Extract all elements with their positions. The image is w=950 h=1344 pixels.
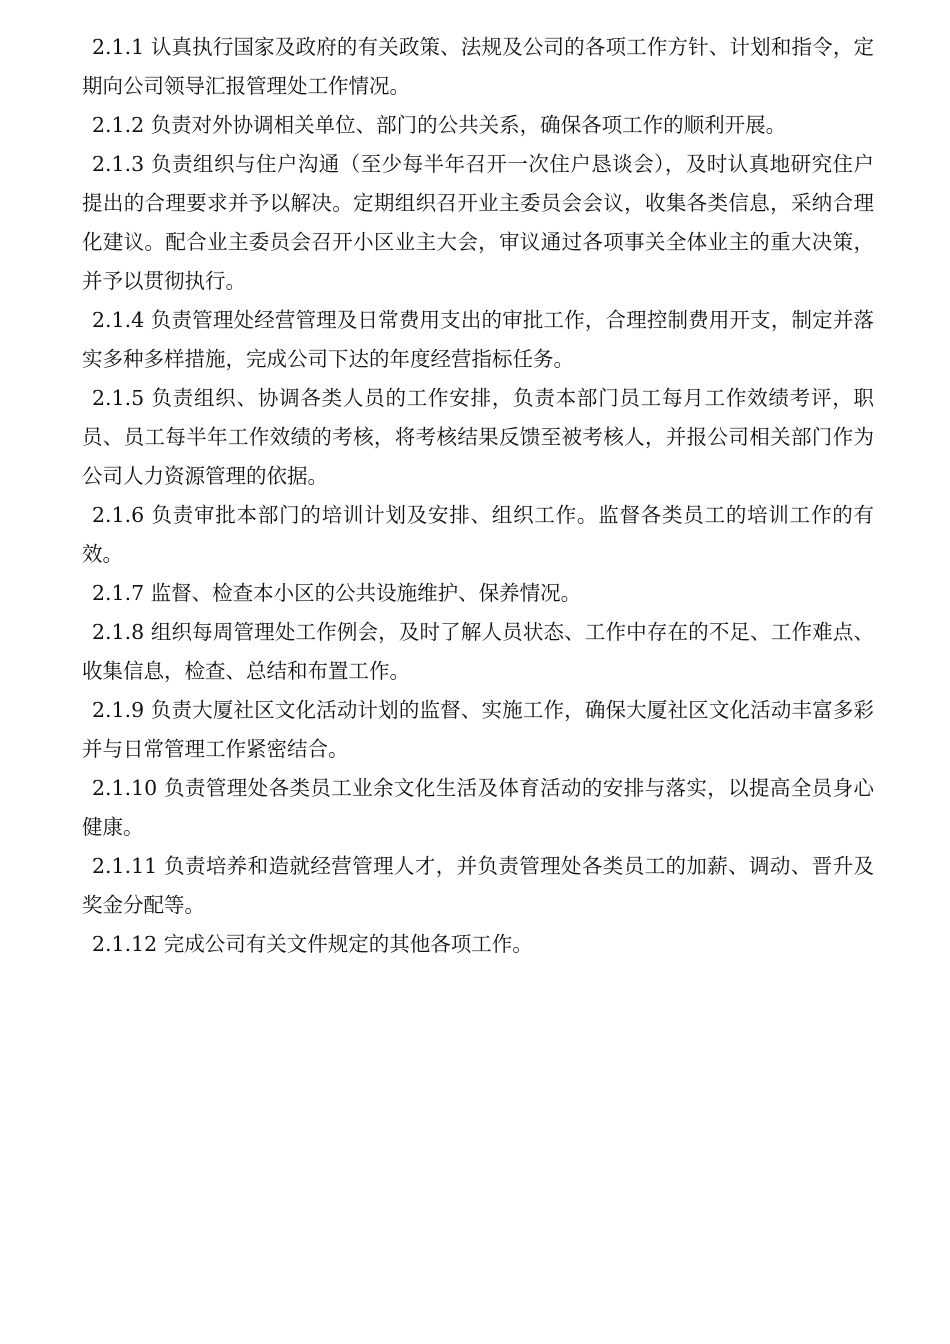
paragraph-2-1-1: 2.1.1 认真执行国家及政府的有关政策、法规及公司的各项工作方针、计划和指令，定期向公司领导汇报管理处工作情况。 xyxy=(82,35,874,98)
document-body xyxy=(82,28,874,964)
paragraph-2-1-5: 2.1.5 负责组织、协调各类人员的工作安排，负责本部门员工每月工作效绩考评，职员、员工每半年工作效绩的考核，将考核结果反馈至被考核人，并报公司相关部门作为公司人力资源管理的依据。 xyxy=(82,386,874,488)
paragraph-2-1-9: 2.1.9 负责大厦社区文化活动计划的监督、实施工作，确保大厦社区文化活动丰富多彩并与日常管理工作紧密结合。 xyxy=(82,698,874,761)
paragraph-2-1-2: 2.1.2 负责对外协调相关单位、部门的公共关系，确保各项工作的顺利开展。 xyxy=(92,113,787,137)
paragraph-2-1-8: 2.1.8 组织每周管理处工作例会，及时了解人员状态、工作中存在的不足、工作难点、收集信息，检查、总结和布置工作。 xyxy=(82,620,874,683)
paragraph-2-1-11: 2.1.11 负责培养和造就经营管理人才，并负责管理处各类员工的加薪、调动、晋升及奖金分配等。 xyxy=(82,854,874,917)
paragraph-2-1-3: 2.1.3 负责组织与住户沟通（至少每半年召开一次住户恳谈会），及时认真地研究住户提出的合理要求并予以解决。定期组织召开业主委员会会议，收集各类信息，采纳合理化建议。配合业主委员会召开小区业主大会，审议通过各项事关全体业主的重大决策，并予以贯彻执行。 xyxy=(82,152,874,293)
paragraph-2-1-10: 2.1.10 负责管理处各类员工业余文化生活及体育活动的安排与落实，以提高全员身心健康。 xyxy=(82,776,874,839)
paragraph-2-1-4: 2.1.4 负责管理处经营管理及日常费用支出的审批工作，合理控制费用开支，制定并落实多种多样措施，完成公司下达的年度经营指标任务。 xyxy=(82,308,874,371)
paragraph-2-1-12: 2.1.12 完成公司有关文件规定的其他各项工作。 xyxy=(92,932,533,956)
paragraph-2-1-6: 2.1.6 负责审批本部门的培训计划及安排、组织工作。监督各类员工的培训工作的有效。 xyxy=(82,503,874,566)
paragraph-2-1-7: 2.1.7 监督、检查本小区的公共设施维护、保养情况。 xyxy=(92,581,582,605)
